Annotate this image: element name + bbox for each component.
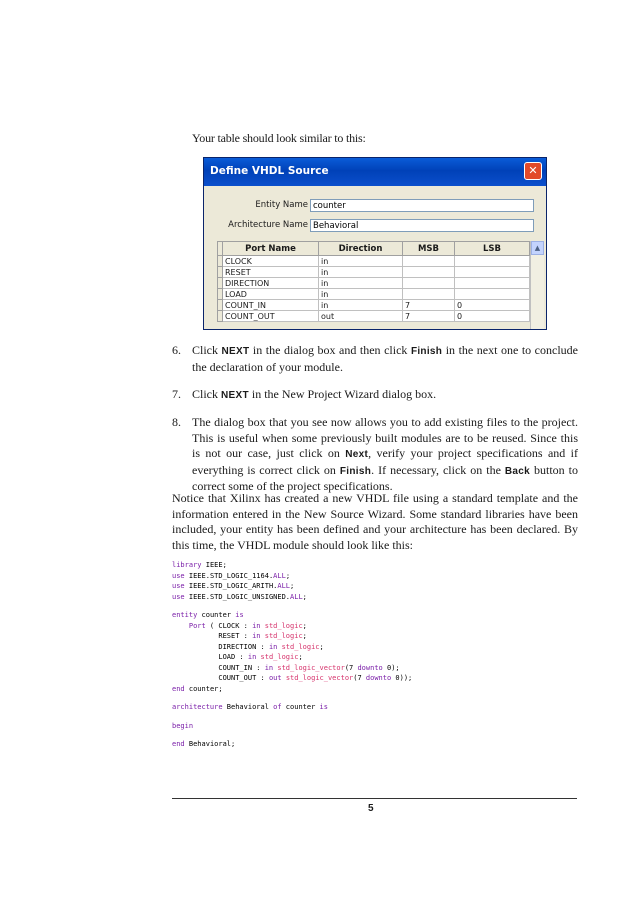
code-keyword: architecture	[172, 703, 223, 711]
code-keyword: entity	[172, 611, 198, 619]
code-text: COUNT_OUT :	[172, 674, 269, 682]
define-vhdl-source-dialog	[203, 157, 547, 330]
code-keyword: use	[172, 571, 185, 580]
table-row[interactable]	[218, 267, 530, 278]
code-text: Behavioral	[222, 703, 274, 711]
lsb-cell[interactable]	[455, 278, 530, 289]
code-text: IEEE;	[201, 561, 227, 569]
code-keyword: downto	[357, 663, 383, 672]
port-name-cell[interactable]: LOAD	[223, 289, 319, 300]
column-header[interactable]: Direction	[319, 242, 403, 256]
port-name-cell[interactable]: CLOCK	[223, 256, 319, 267]
code-text: IEEE.STD_LOGIC_ARITH.	[184, 582, 278, 590]
lsb-cell[interactable]	[455, 256, 530, 267]
code-keyword: in	[252, 632, 261, 640]
step-6	[172, 343, 578, 375]
ui-keyword: Finish	[339, 465, 372, 477]
table-row[interactable]	[218, 278, 530, 289]
scroll-up-icon[interactable]: ▲	[531, 241, 544, 255]
msb-cell[interactable]	[403, 289, 455, 300]
table-row[interactable]	[218, 300, 530, 311]
body-paragraph: Notice that Xilinx has created a new VHDL file using a standard template and the information entered in the New Source Wizard. Some standard libraries have been included, your entity has been defined and your architecture has been declared. By this time, the VHDL module should look like this:	[172, 491, 578, 552]
code-text: counter	[197, 611, 236, 619]
code-text: ;	[290, 582, 295, 590]
code-text: ;	[298, 653, 303, 661]
architecture-name-label: Architecture Name	[228, 220, 308, 230]
code-line	[172, 621, 552, 632]
code-keyword: ALL	[290, 592, 303, 601]
entity-name-label: Entity Name	[255, 200, 308, 210]
code-line	[172, 631, 552, 642]
direction-cell[interactable]: in	[319, 289, 403, 300]
entity-name-row	[204, 199, 544, 213]
architecture-name-row	[204, 219, 544, 233]
code-keyword: in	[268, 642, 278, 651]
step-number: 6.	[172, 343, 181, 357]
step-text	[192, 343, 578, 375]
step-text	[192, 415, 578, 495]
ui-keyword: Next	[345, 449, 369, 460]
code-type: std_logic_vector	[277, 663, 345, 672]
code-line	[172, 581, 552, 592]
code-blank-line	[172, 602, 552, 610]
code-line	[172, 739, 552, 750]
vhdl-code-block	[172, 560, 552, 750]
code-text: ;	[302, 592, 307, 601]
direction-cell[interactable]: in	[319, 278, 403, 289]
text-run: in the dialog box and then click	[249, 343, 411, 357]
table-scrollbar[interactable]	[530, 241, 544, 330]
code-line	[172, 571, 552, 582]
step-8	[172, 415, 578, 495]
ui-keyword: Back	[504, 465, 531, 477]
code-keyword: in	[247, 653, 257, 661]
code-text: 0);	[382, 663, 400, 672]
code-keyword: ALL	[277, 582, 291, 590]
intro-text: Your table should look similar to this:	[192, 131, 366, 145]
step-number: 8.	[172, 415, 181, 429]
code-blank-line	[172, 731, 552, 739]
code-line	[172, 560, 552, 571]
code-keyword: is	[235, 611, 244, 619]
code-text: IEEE.STD_LOGIC_1164.	[184, 571, 274, 580]
port-name-cell[interactable]: COUNT_IN	[223, 300, 319, 311]
code-line	[172, 610, 552, 621]
msb-cell[interactable]: 7	[403, 300, 455, 311]
port-table-header	[218, 242, 530, 256]
code-text: DIRECTION :	[172, 642, 269, 651]
column-header[interactable]: MSB	[403, 242, 455, 256]
code-text: IEEE.STD_LOGIC_UNSIGNED.	[184, 592, 291, 601]
text-run: in the New Project Wizard dialog box.	[248, 387, 437, 401]
direction-cell[interactable]: out	[319, 311, 403, 322]
code-keyword: library	[172, 561, 202, 569]
ui-keyword: NEXT	[221, 346, 250, 357]
code-line	[172, 652, 552, 663]
lsb-cell[interactable]: 0	[455, 300, 530, 311]
footer-divider	[172, 798, 577, 799]
code-text	[172, 622, 189, 630]
port-name-cell[interactable]: COUNT_OUT	[223, 311, 319, 322]
code-keyword: end	[172, 684, 185, 693]
code-keyword: downto	[365, 674, 392, 682]
direction-cell[interactable]: in	[319, 267, 403, 278]
code-keyword: in	[264, 663, 274, 672]
close-icon[interactable]: ✕	[524, 162, 542, 180]
code-type: std_logic	[264, 621, 303, 630]
code-blank-line	[172, 694, 552, 702]
entity-name-input[interactable]	[310, 199, 534, 212]
step-7	[172, 387, 578, 404]
code-keyword: is	[319, 703, 328, 711]
text-run: , verify your project specifications and if everything is correct click on	[192, 446, 578, 477]
column-header[interactable]: Port Name	[223, 242, 319, 256]
code-keyword: use	[172, 592, 185, 601]
port-name-cell[interactable]: DIRECTION	[223, 278, 319, 289]
ui-keyword: Finish	[410, 346, 443, 357]
code-text: ;	[302, 632, 307, 640]
text-run: button to correct some of the project specifications.	[192, 462, 578, 493]
code-text: ;	[319, 642, 324, 651]
code-blank-line	[172, 713, 552, 721]
code-type: std_logic_vector	[285, 674, 354, 682]
table-row[interactable]	[218, 256, 530, 267]
msb-cell[interactable]	[403, 278, 455, 289]
code-text: Behavioral;	[184, 740, 236, 748]
code-text: ;	[285, 571, 291, 580]
code-text: RESET :	[172, 632, 253, 640]
code-keyword: out	[268, 674, 282, 682]
text-run: . If necessary, click on the	[371, 462, 505, 477]
architecture-name-input[interactable]	[310, 219, 534, 232]
text-run: Click	[192, 387, 221, 401]
code-line	[172, 702, 552, 713]
table-row[interactable]	[218, 311, 530, 322]
msb-cell[interactable]: 7	[403, 311, 455, 322]
lsb-cell[interactable]	[455, 267, 530, 278]
code-line	[172, 721, 552, 732]
code-line	[172, 592, 552, 603]
code-line	[172, 684, 552, 695]
lsb-cell[interactable]	[455, 289, 530, 300]
code-text: counter;	[184, 684, 223, 693]
step-text	[192, 387, 578, 404]
code-text: counter	[281, 703, 320, 711]
code-keyword: use	[172, 582, 185, 590]
msb-cell[interactable]	[403, 256, 455, 267]
code-keyword: in	[252, 621, 261, 630]
code-text: (7	[353, 674, 366, 682]
port-name-cell[interactable]: RESET	[223, 267, 319, 278]
page-number: 5	[368, 803, 374, 814]
code-type: std_logic	[264, 632, 303, 640]
dialog-title: Define VHDL Source	[210, 165, 329, 177]
code-text: (7	[344, 663, 358, 672]
code-text: COUNT_IN :	[172, 663, 265, 672]
code-line	[172, 663, 552, 674]
code-keyword: of	[273, 703, 282, 711]
code-keyword: begin	[172, 721, 194, 730]
code-keyword: ALL	[273, 571, 286, 580]
text-run: in the next one to conclude the declaration of your module.	[192, 343, 578, 374]
code-type: std_logic	[281, 642, 320, 651]
step-number: 7.	[172, 387, 181, 401]
column-header[interactable]: LSB	[455, 242, 530, 256]
table-row[interactable]	[218, 289, 530, 300]
code-text: LOAD :	[172, 653, 248, 661]
text-run: The dialog box that you see now allows you to add existing files to the project. This is useful when some previously built modules are to be reused. Since this is not our case, just click on	[192, 415, 578, 460]
lsb-cell[interactable]: 0	[455, 311, 530, 322]
ui-keyword: NEXT	[221, 390, 249, 401]
code-line	[172, 642, 552, 653]
dialog-titlebar	[204, 158, 546, 186]
code-keyword: Port	[188, 621, 206, 630]
code-text: ;	[302, 621, 307, 630]
direction-cell[interactable]: in	[319, 256, 403, 267]
code-text: ( CLOCK :	[205, 621, 253, 630]
msb-cell[interactable]	[403, 267, 455, 278]
text-run: Click	[192, 343, 222, 357]
port-table	[217, 241, 530, 322]
code-keyword: end	[172, 740, 185, 748]
code-line	[172, 673, 552, 684]
direction-cell[interactable]: in	[319, 300, 403, 311]
code-type: std_logic	[260, 653, 299, 661]
code-text: 0));	[391, 674, 413, 682]
